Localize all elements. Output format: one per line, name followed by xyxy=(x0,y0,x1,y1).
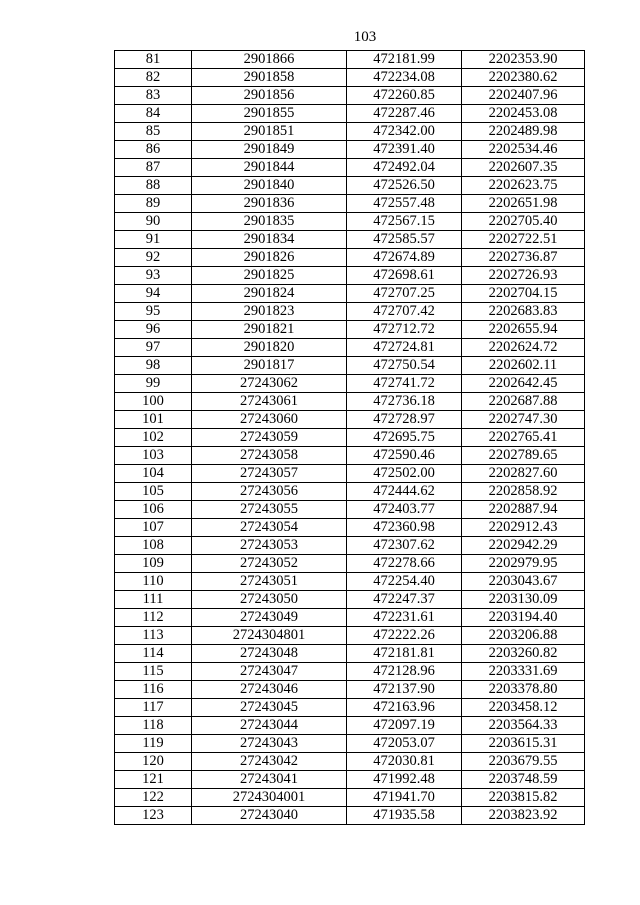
x-coordinate-cell: 472278.66 xyxy=(347,555,462,573)
y-coordinate-cell: 2202353.90 xyxy=(462,51,585,69)
row-index-cell: 105 xyxy=(115,483,192,501)
table-row xyxy=(115,483,585,501)
point-id-cell: 27243046 xyxy=(192,681,347,699)
table-row xyxy=(115,609,585,627)
x-coordinate-cell: 472247.37 xyxy=(347,591,462,609)
table-row xyxy=(115,339,585,357)
table-row xyxy=(115,159,585,177)
table-row xyxy=(115,573,585,591)
table-row xyxy=(115,375,585,393)
point-id-cell: 27243040 xyxy=(192,807,347,825)
table-row xyxy=(115,429,585,447)
y-coordinate-cell: 2203378.80 xyxy=(462,681,585,699)
x-coordinate-cell: 472403.77 xyxy=(347,501,462,519)
row-index-cell: 102 xyxy=(115,429,192,447)
row-index-cell: 92 xyxy=(115,249,192,267)
x-coordinate-cell: 472707.25 xyxy=(347,285,462,303)
row-index-cell: 96 xyxy=(115,321,192,339)
row-index-cell: 87 xyxy=(115,159,192,177)
y-coordinate-cell: 2203130.09 xyxy=(462,591,585,609)
y-coordinate-cell: 2202407.96 xyxy=(462,87,585,105)
point-id-cell: 2901824 xyxy=(192,285,347,303)
table-row xyxy=(115,321,585,339)
x-coordinate-cell: 472181.81 xyxy=(347,645,462,663)
row-index-cell: 106 xyxy=(115,501,192,519)
y-coordinate-cell: 2202747.30 xyxy=(462,411,585,429)
row-index-cell: 115 xyxy=(115,663,192,681)
x-coordinate-cell: 472712.72 xyxy=(347,321,462,339)
table-row xyxy=(115,177,585,195)
point-id-cell: 27243045 xyxy=(192,699,347,717)
table-row xyxy=(115,771,585,789)
y-coordinate-cell: 2202827.60 xyxy=(462,465,585,483)
y-coordinate-cell: 2202705.40 xyxy=(462,213,585,231)
table-row xyxy=(115,51,585,69)
point-id-cell: 27243048 xyxy=(192,645,347,663)
point-id-cell: 27243058 xyxy=(192,447,347,465)
point-id-cell: 2901826 xyxy=(192,249,347,267)
table-row xyxy=(115,303,585,321)
table-row xyxy=(115,519,585,537)
point-id-cell: 2901835 xyxy=(192,213,347,231)
x-coordinate-cell: 472030.81 xyxy=(347,753,462,771)
row-index-cell: 120 xyxy=(115,753,192,771)
point-id-cell: 27243052 xyxy=(192,555,347,573)
x-coordinate-cell: 472590.46 xyxy=(347,447,462,465)
y-coordinate-cell: 2202858.92 xyxy=(462,483,585,501)
point-id-cell: 2901844 xyxy=(192,159,347,177)
point-id-cell: 2901823 xyxy=(192,303,347,321)
point-id-cell: 2901856 xyxy=(192,87,347,105)
row-index-cell: 117 xyxy=(115,699,192,717)
x-coordinate-cell: 471941.70 xyxy=(347,789,462,807)
x-coordinate-cell: 472307.62 xyxy=(347,537,462,555)
table-row xyxy=(115,717,585,735)
point-id-cell: 27243057 xyxy=(192,465,347,483)
point-id-cell: 2724304001 xyxy=(192,789,347,807)
y-coordinate-cell: 2202704.15 xyxy=(462,285,585,303)
row-index-cell: 88 xyxy=(115,177,192,195)
point-id-cell: 2901834 xyxy=(192,231,347,249)
point-id-cell: 2901820 xyxy=(192,339,347,357)
table-row xyxy=(115,537,585,555)
point-id-cell: 2901866 xyxy=(192,51,347,69)
coordinates-table-body xyxy=(115,51,585,825)
table-row xyxy=(115,105,585,123)
x-coordinate-cell: 472260.85 xyxy=(347,87,462,105)
table-row xyxy=(115,357,585,375)
x-coordinate-cell: 472492.04 xyxy=(347,159,462,177)
row-index-cell: 90 xyxy=(115,213,192,231)
x-coordinate-cell: 472567.15 xyxy=(347,213,462,231)
row-index-cell: 84 xyxy=(115,105,192,123)
x-coordinate-cell: 472502.00 xyxy=(347,465,462,483)
row-index-cell: 111 xyxy=(115,591,192,609)
row-index-cell: 118 xyxy=(115,717,192,735)
x-coordinate-cell: 472128.96 xyxy=(347,663,462,681)
x-coordinate-cell: 472222.26 xyxy=(347,627,462,645)
y-coordinate-cell: 2203194.40 xyxy=(462,609,585,627)
x-coordinate-cell: 472137.90 xyxy=(347,681,462,699)
y-coordinate-cell: 2203331.69 xyxy=(462,663,585,681)
point-id-cell: 2901840 xyxy=(192,177,347,195)
y-coordinate-cell: 2202722.51 xyxy=(462,231,585,249)
x-coordinate-cell: 472674.89 xyxy=(347,249,462,267)
table-row xyxy=(115,249,585,267)
table-row xyxy=(115,465,585,483)
point-id-cell: 2901825 xyxy=(192,267,347,285)
y-coordinate-cell: 2202602.11 xyxy=(462,357,585,375)
point-id-cell: 27243059 xyxy=(192,429,347,447)
row-index-cell: 119 xyxy=(115,735,192,753)
y-coordinate-cell: 2202623.75 xyxy=(462,177,585,195)
row-index-cell: 109 xyxy=(115,555,192,573)
y-coordinate-cell: 2202453.08 xyxy=(462,105,585,123)
table-row xyxy=(115,447,585,465)
table-row xyxy=(115,807,585,825)
row-index-cell: 101 xyxy=(115,411,192,429)
y-coordinate-cell: 2202765.41 xyxy=(462,429,585,447)
row-index-cell: 122 xyxy=(115,789,192,807)
point-id-cell: 2901849 xyxy=(192,141,347,159)
y-coordinate-cell: 2202887.94 xyxy=(462,501,585,519)
x-coordinate-cell: 472234.08 xyxy=(347,69,462,87)
table-row xyxy=(115,87,585,105)
row-index-cell: 113 xyxy=(115,627,192,645)
y-coordinate-cell: 2203615.31 xyxy=(462,735,585,753)
row-index-cell: 112 xyxy=(115,609,192,627)
point-id-cell: 27243050 xyxy=(192,591,347,609)
table-row xyxy=(115,645,585,663)
y-coordinate-cell: 2202736.87 xyxy=(462,249,585,267)
row-index-cell: 98 xyxy=(115,357,192,375)
table-row xyxy=(115,141,585,159)
x-coordinate-cell: 472163.96 xyxy=(347,699,462,717)
x-coordinate-cell: 471992.48 xyxy=(347,771,462,789)
x-coordinate-cell: 472391.40 xyxy=(347,141,462,159)
x-coordinate-cell: 472724.81 xyxy=(347,339,462,357)
x-coordinate-cell: 471935.58 xyxy=(347,807,462,825)
coordinates-table xyxy=(114,50,585,825)
x-coordinate-cell: 472707.42 xyxy=(347,303,462,321)
point-id-cell: 2901817 xyxy=(192,357,347,375)
y-coordinate-cell: 2202380.62 xyxy=(462,69,585,87)
table-row xyxy=(115,411,585,429)
y-coordinate-cell: 2202489.98 xyxy=(462,123,585,141)
row-index-cell: 93 xyxy=(115,267,192,285)
x-coordinate-cell: 472342.00 xyxy=(347,123,462,141)
y-coordinate-cell: 2202979.95 xyxy=(462,555,585,573)
row-index-cell: 81 xyxy=(115,51,192,69)
row-index-cell: 108 xyxy=(115,537,192,555)
table-row xyxy=(115,699,585,717)
point-id-cell: 2901836 xyxy=(192,195,347,213)
x-coordinate-cell: 472181.99 xyxy=(347,51,462,69)
page-number: 103 xyxy=(353,29,377,45)
x-coordinate-cell: 472695.75 xyxy=(347,429,462,447)
row-index-cell: 103 xyxy=(115,447,192,465)
x-coordinate-cell: 472741.72 xyxy=(347,375,462,393)
row-index-cell: 95 xyxy=(115,303,192,321)
point-id-cell: 2901858 xyxy=(192,69,347,87)
x-coordinate-cell: 472360.98 xyxy=(347,519,462,537)
x-coordinate-cell: 472254.40 xyxy=(347,573,462,591)
table-row xyxy=(115,627,585,645)
table-row xyxy=(115,753,585,771)
table-row xyxy=(115,393,585,411)
row-index-cell: 121 xyxy=(115,771,192,789)
y-coordinate-cell: 2202683.83 xyxy=(462,303,585,321)
row-index-cell: 104 xyxy=(115,465,192,483)
row-index-cell: 85 xyxy=(115,123,192,141)
table-row xyxy=(115,501,585,519)
row-index-cell: 107 xyxy=(115,519,192,537)
x-coordinate-cell: 472728.97 xyxy=(347,411,462,429)
point-id-cell: 2901851 xyxy=(192,123,347,141)
point-id-cell: 27243062 xyxy=(192,375,347,393)
x-coordinate-cell: 472736.18 xyxy=(347,393,462,411)
point-id-cell: 27243051 xyxy=(192,573,347,591)
table-row xyxy=(115,681,585,699)
y-coordinate-cell: 2203564.33 xyxy=(462,717,585,735)
x-coordinate-cell: 472053.07 xyxy=(347,735,462,753)
point-id-cell: 27243054 xyxy=(192,519,347,537)
row-index-cell: 123 xyxy=(115,807,192,825)
table-row xyxy=(115,789,585,807)
table-row xyxy=(115,69,585,87)
table-row xyxy=(115,195,585,213)
x-coordinate-cell: 472444.62 xyxy=(347,483,462,501)
y-coordinate-cell: 2203206.88 xyxy=(462,627,585,645)
point-id-cell: 27243060 xyxy=(192,411,347,429)
x-coordinate-cell: 472557.48 xyxy=(347,195,462,213)
point-id-cell: 27243042 xyxy=(192,753,347,771)
y-coordinate-cell: 2203458.12 xyxy=(462,699,585,717)
row-index-cell: 97 xyxy=(115,339,192,357)
x-coordinate-cell: 472097.19 xyxy=(347,717,462,735)
x-coordinate-cell: 472698.61 xyxy=(347,267,462,285)
y-coordinate-cell: 2203815.82 xyxy=(462,789,585,807)
row-index-cell: 114 xyxy=(115,645,192,663)
point-id-cell: 27243047 xyxy=(192,663,347,681)
y-coordinate-cell: 2203823.92 xyxy=(462,807,585,825)
y-coordinate-cell: 2202655.94 xyxy=(462,321,585,339)
point-id-cell: 27243055 xyxy=(192,501,347,519)
x-coordinate-cell: 472287.46 xyxy=(347,105,462,123)
y-coordinate-cell: 2202912.43 xyxy=(462,519,585,537)
table-row xyxy=(115,213,585,231)
row-index-cell: 100 xyxy=(115,393,192,411)
point-id-cell: 27243061 xyxy=(192,393,347,411)
table-row xyxy=(115,123,585,141)
point-id-cell: 2901821 xyxy=(192,321,347,339)
y-coordinate-cell: 2203260.82 xyxy=(462,645,585,663)
x-coordinate-cell: 472585.57 xyxy=(347,231,462,249)
y-coordinate-cell: 2202642.45 xyxy=(462,375,585,393)
y-coordinate-cell: 2202651.98 xyxy=(462,195,585,213)
row-index-cell: 83 xyxy=(115,87,192,105)
y-coordinate-cell: 2203679.55 xyxy=(462,753,585,771)
row-index-cell: 82 xyxy=(115,69,192,87)
point-id-cell: 2901855 xyxy=(192,105,347,123)
table-row xyxy=(115,663,585,681)
y-coordinate-cell: 2202942.29 xyxy=(462,537,585,555)
x-coordinate-cell: 472231.61 xyxy=(347,609,462,627)
row-index-cell: 86 xyxy=(115,141,192,159)
point-id-cell: 27243043 xyxy=(192,735,347,753)
table-row xyxy=(115,285,585,303)
point-id-cell: 27243053 xyxy=(192,537,347,555)
table-row xyxy=(115,591,585,609)
table-row xyxy=(115,231,585,249)
y-coordinate-cell: 2203043.67 xyxy=(462,573,585,591)
y-coordinate-cell: 2202789.65 xyxy=(462,447,585,465)
x-coordinate-cell: 472750.54 xyxy=(347,357,462,375)
y-coordinate-cell: 2202607.35 xyxy=(462,159,585,177)
point-id-cell: 27243049 xyxy=(192,609,347,627)
y-coordinate-cell: 2202726.93 xyxy=(462,267,585,285)
y-coordinate-cell: 2202687.88 xyxy=(462,393,585,411)
y-coordinate-cell: 2202534.46 xyxy=(462,141,585,159)
row-index-cell: 99 xyxy=(115,375,192,393)
table-row xyxy=(115,735,585,753)
row-index-cell: 89 xyxy=(115,195,192,213)
row-index-cell: 91 xyxy=(115,231,192,249)
point-id-cell: 27243041 xyxy=(192,771,347,789)
point-id-cell: 2724304801 xyxy=(192,627,347,645)
x-coordinate-cell: 472526.50 xyxy=(347,177,462,195)
y-coordinate-cell: 2202624.72 xyxy=(462,339,585,357)
row-index-cell: 116 xyxy=(115,681,192,699)
table-row xyxy=(115,267,585,285)
table-row xyxy=(115,555,585,573)
y-coordinate-cell: 2203748.59 xyxy=(462,771,585,789)
row-index-cell: 110 xyxy=(115,573,192,591)
point-id-cell: 27243056 xyxy=(192,483,347,501)
point-id-cell: 27243044 xyxy=(192,717,347,735)
row-index-cell: 94 xyxy=(115,285,192,303)
